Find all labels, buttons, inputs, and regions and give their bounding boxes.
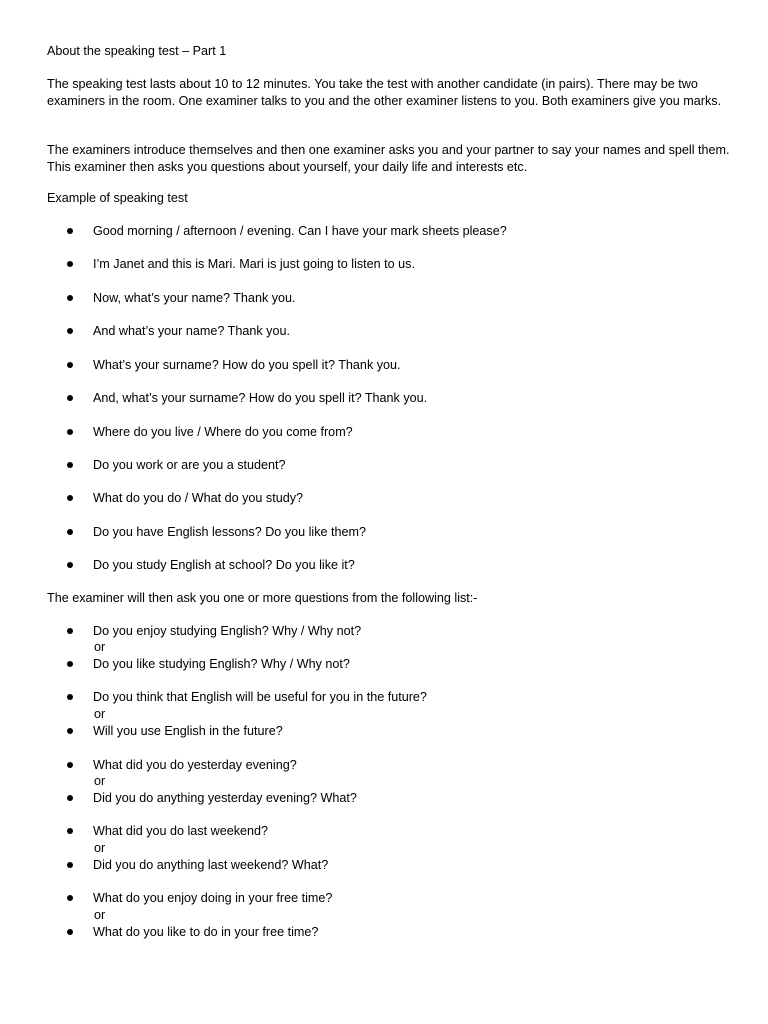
list-item (67, 757, 747, 774)
bullet-icon (67, 762, 73, 768)
list-item (67, 390, 747, 407)
bullet-icon (67, 562, 73, 568)
list-item-text: And, what’s your surname? How do you spell it? Thank you. (93, 391, 428, 405)
list-item-text: Do you have English lessons? Do you like them? (93, 525, 367, 539)
list-item-text: I’m Janet and this is Mari. Mari is just going to listen to us. (93, 257, 415, 271)
page-title: About the speaking test – Part 1 (47, 44, 227, 58)
bullet-icon (67, 529, 73, 535)
example-heading: Example of speaking test (47, 191, 188, 205)
intro-paragraph: The speaking test lasts about 10 to 12 minutes. You take the test with another candidate (in pairs). There may be two examiners in the room. One examiner talks to you and the other examiner listens to you. Both examiners give you marks. (47, 77, 722, 108)
or-label: or (94, 707, 106, 721)
list-item (67, 457, 747, 474)
list-item-text: Did you do anything yesterday evening? What? (93, 791, 357, 805)
bullet-icon (67, 694, 73, 700)
bullet-icon (67, 362, 73, 368)
bullet-icon (67, 895, 73, 901)
second-paragraph: The examiners introduce themselves and then one examiner asks you and your partner to say your names and spell them. This examiner then asks you questions about yourself, your daily life and interests etc. (47, 143, 730, 174)
list-item-text: Do you like studying English? Why / Why not? (93, 657, 350, 671)
or-label: or (94, 774, 106, 788)
list-item-text: And what’s your name? Thank you. (93, 324, 290, 338)
list-item-text: Do you work or are you a student? (93, 458, 286, 472)
list-item-text: What’s your surname? How do you spell it? Thank you. (93, 358, 401, 372)
list-item-text: Do you enjoy studying English? Why / Why not? (93, 624, 362, 638)
list-item (67, 424, 747, 441)
bullet-icon (67, 261, 73, 267)
list-item (67, 823, 747, 840)
list-item (67, 689, 747, 706)
bullet-icon (67, 295, 73, 301)
list-item-text: What did you do last weekend? (93, 824, 269, 838)
bullet-icon (67, 395, 73, 401)
list-item (67, 524, 747, 541)
list-item-text: What do you do / What do you study? (93, 491, 304, 505)
list-item (67, 357, 747, 374)
bullet-icon (67, 495, 73, 501)
bullet-icon (67, 929, 73, 935)
bullet-icon (67, 328, 73, 334)
list-item (67, 223, 747, 240)
list-item-text: What do you like to do in your free time? (93, 925, 319, 939)
followup-intro: The examiner will then ask you one or more questions from the following list:- (47, 591, 478, 605)
or-label: or (94, 908, 106, 922)
bullet-icon (67, 628, 73, 634)
list-item-text: Will you use English in the future? (93, 724, 283, 738)
list-item (67, 623, 747, 640)
list-item (67, 490, 747, 507)
list-item (67, 790, 747, 807)
bullet-icon (67, 795, 73, 801)
list-item-text: Now, what’s your name? Thank you. (93, 291, 296, 305)
or-label: or (94, 841, 106, 855)
list-item (67, 723, 747, 740)
bullet-icon (67, 228, 73, 234)
bullet-icon (67, 828, 73, 834)
list-item-text: Do you study English at school? Do you like it? (93, 558, 355, 572)
list-item-text: What did you do yesterday evening? (93, 758, 297, 772)
list-item (67, 290, 747, 307)
list-item (67, 656, 747, 673)
bullet-icon (67, 429, 73, 435)
list-item-text: Do you think that English will be useful for you in the future? (93, 690, 427, 704)
list-item (67, 323, 747, 340)
list-item (67, 890, 747, 907)
bullet-icon (67, 728, 73, 734)
list-item-text: What do you enjoy doing in your free time? (93, 891, 333, 905)
bullet-icon (67, 661, 73, 667)
or-label: or (94, 640, 106, 654)
list-item (67, 924, 747, 941)
list-item-text: Where do you live / Where do you come from? (93, 425, 353, 439)
list-item (67, 256, 747, 273)
list-item-text: Good morning / afternoon / evening. Can I have your mark sheets please? (93, 224, 507, 238)
bullet-icon (67, 462, 73, 468)
list-item (67, 857, 747, 874)
bullet-icon (67, 862, 73, 868)
list-item-text: Did you do anything last weekend? What? (93, 858, 329, 872)
list-item (67, 557, 747, 574)
